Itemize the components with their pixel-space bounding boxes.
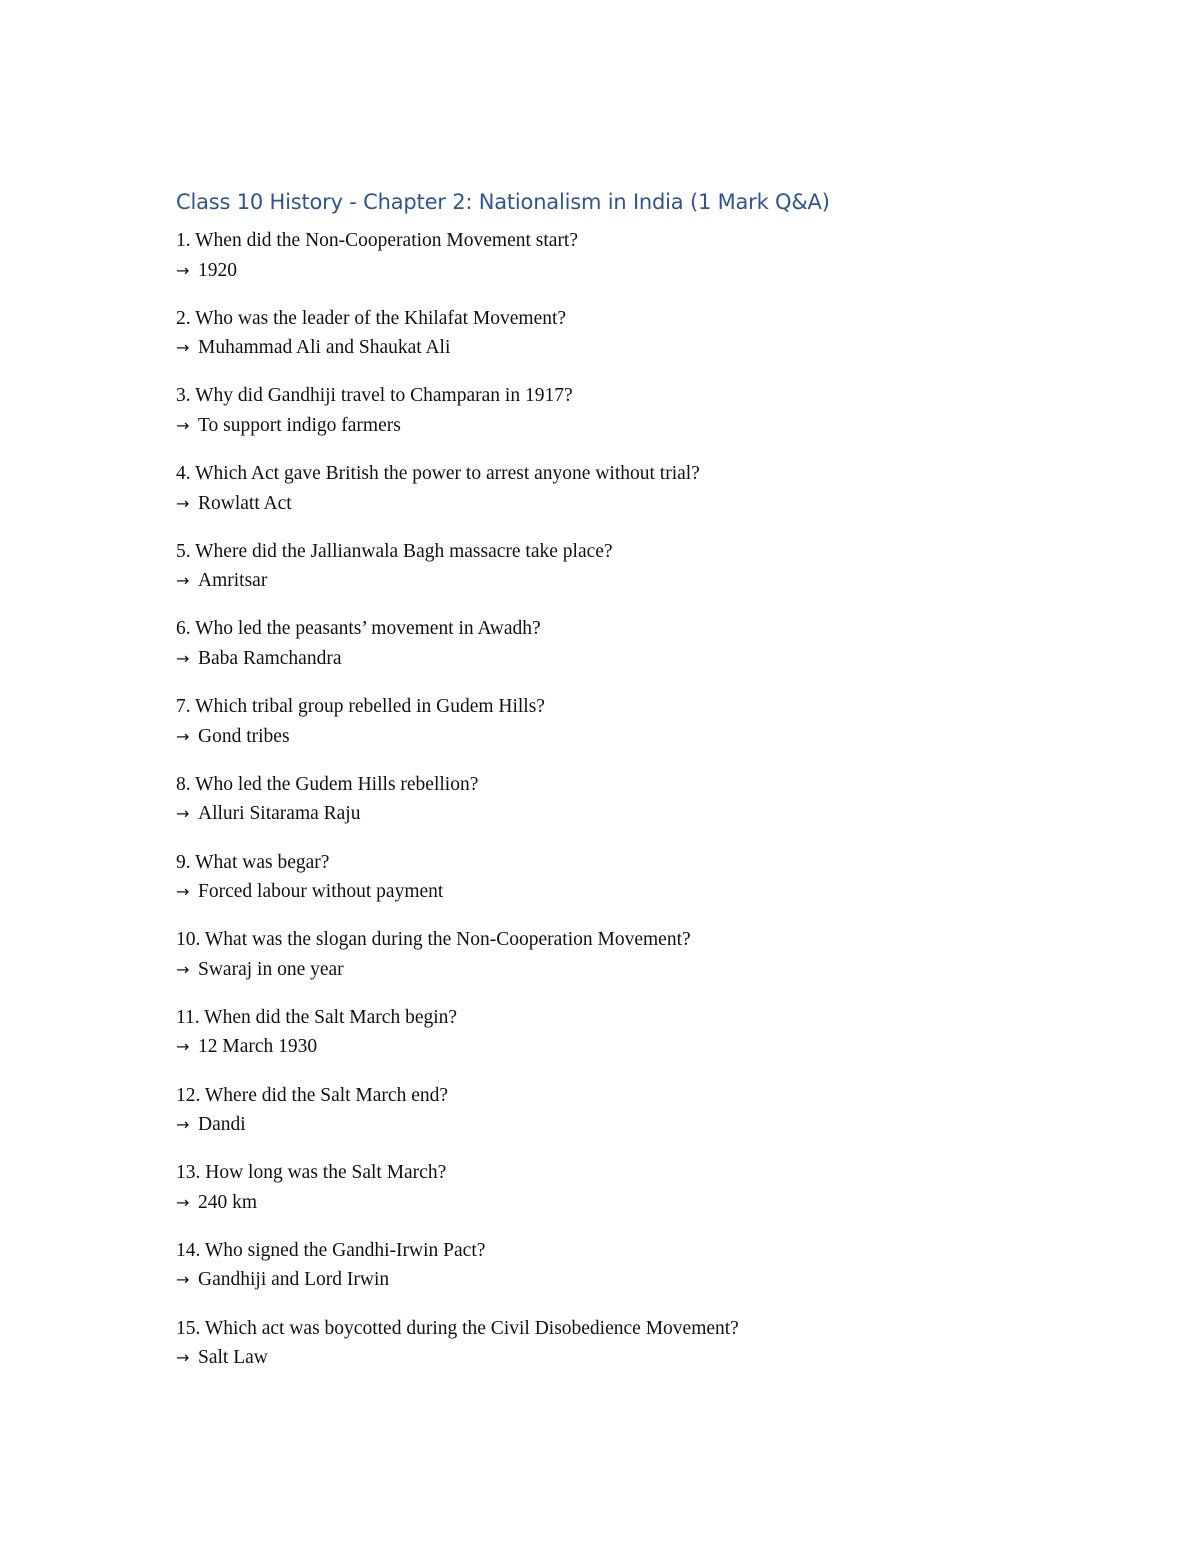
qa-item <box>176 226 1076 304</box>
qa-item <box>176 1003 1076 1081</box>
arrow-icon: → <box>176 260 190 280</box>
question-text: 8. Who led the Gudem Hills rebellion? <box>176 773 479 795</box>
arrow-icon: → <box>176 1270 190 1290</box>
answer-line <box>176 411 1076 441</box>
answer-line <box>176 1265 1076 1295</box>
answer-line <box>176 644 1076 674</box>
arrow-icon: → <box>176 338 190 358</box>
arrow-icon: → <box>176 726 190 746</box>
qa-item <box>176 614 1076 692</box>
answer-line <box>176 799 1076 829</box>
question-text: 15. Which act was boycotted during the Civil Disobedience Movement? <box>176 1317 739 1339</box>
qa-item <box>176 1081 1076 1159</box>
qa-list <box>176 226 1076 1391</box>
answer-line <box>176 955 1076 985</box>
qa-item <box>176 1314 1076 1392</box>
qa-item <box>176 692 1076 770</box>
answer-line <box>176 489 1076 519</box>
question-text: 13. How long was the Salt March? <box>176 1162 447 1184</box>
arrow-icon: → <box>176 804 190 824</box>
qa-item <box>176 1236 1076 1314</box>
answer-line <box>176 1032 1076 1062</box>
question-text: 4. Which Act gave British the power to arrest anyone without trial? <box>176 463 700 485</box>
answer-text: 240 km <box>198 1191 258 1213</box>
answer-text: Swaraj in one year <box>198 958 344 980</box>
question-text: 12. Where did the Salt March end? <box>176 1084 449 1106</box>
question-text: 9. What was begar? <box>176 851 330 873</box>
question-text: 7. Which tribal group rebelled in Gudem Hills? <box>176 696 545 718</box>
arrow-icon: → <box>176 1348 190 1368</box>
qa-item <box>176 925 1076 1003</box>
arrow-icon: → <box>176 648 190 668</box>
arrow-icon: → <box>176 571 190 591</box>
arrow-icon: → <box>176 415 190 435</box>
answer-line <box>176 1343 1076 1373</box>
qa-item <box>176 770 1076 848</box>
qa-item <box>176 537 1076 615</box>
qa-item <box>176 848 1076 926</box>
answer-text: To support indigo farmers <box>198 414 401 436</box>
question-text: 3. Why did Gandhiji travel to Champaran in 1917? <box>176 385 573 407</box>
qa-item <box>176 381 1076 459</box>
answer-line <box>176 722 1076 752</box>
answer-text: Gond tribes <box>198 725 290 747</box>
answer-line <box>176 256 1076 286</box>
question-text: 14. Who signed the Gandhi-Irwin Pact? <box>176 1239 486 1261</box>
question-text: 5. Where did the Jallianwala Bagh massacre take place? <box>176 540 613 562</box>
arrow-icon: → <box>176 1115 190 1135</box>
answer-text: Salt Law <box>198 1347 268 1369</box>
answer-line <box>176 1110 1076 1140</box>
document-title: Class 10 History - Chapter 2: Nationalism in India (1 Mark Q&A) <box>176 190 830 214</box>
answer-line <box>176 877 1076 907</box>
answer-text: Rowlatt Act <box>198 492 292 514</box>
answer-line <box>176 1188 1076 1218</box>
question-text: 1. When did the Non-Cooperation Movement start? <box>176 230 579 251</box>
answer-text: Gandhiji and Lord Irwin <box>198 1269 390 1291</box>
arrow-icon: → <box>176 959 190 979</box>
question-text: 6. Who led the peasants’ movement in Awadh? <box>176 618 541 640</box>
answer-line <box>176 566 1076 596</box>
arrow-icon: → <box>176 882 190 901</box>
qa-item <box>176 304 1076 382</box>
arrow-icon: → <box>176 493 190 513</box>
arrow-icon: → <box>176 1192 190 1212</box>
question-text: 2. Who was the leader of the Khilafat Movement? <box>176 307 567 329</box>
answer-text: Muhammad Ali and Shaukat Ali <box>198 337 451 359</box>
answer-text: Forced labour without payment <box>198 881 444 902</box>
arrow-icon: → <box>176 1037 190 1057</box>
answer-text: Baba Ramchandra <box>198 647 342 669</box>
answer-text: 1920 <box>198 259 237 281</box>
answer-text: Dandi <box>198 1114 246 1136</box>
answer-text: Alluri Sitarama Raju <box>198 803 361 825</box>
answer-line <box>176 333 1076 363</box>
answer-text: Amritsar <box>198 570 268 592</box>
question-text: 10. What was the slogan during the Non-Cooperation Movement? <box>176 929 691 951</box>
answer-text: 12 March 1930 <box>198 1036 318 1058</box>
question-text: 11. When did the Salt March begin? <box>176 1006 458 1028</box>
qa-item <box>176 1158 1076 1236</box>
qa-item <box>176 459 1076 537</box>
